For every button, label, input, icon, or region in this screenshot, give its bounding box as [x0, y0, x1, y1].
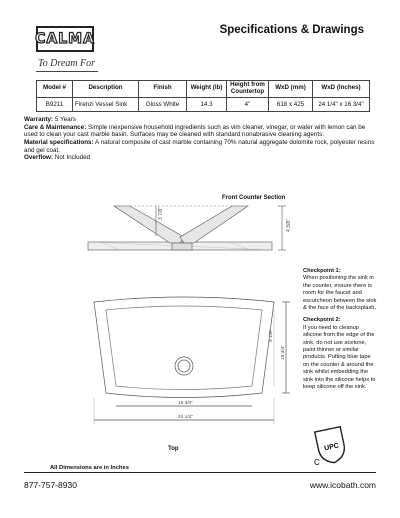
col-weight: Weight (lb) [187, 81, 227, 98]
front-section-view [88, 206, 286, 250]
upc-mark-text: UPC [323, 442, 340, 453]
brand-tagline: To Dream For [38, 58, 96, 69]
dim-outer-depth: 16 3/4" [281, 344, 286, 360]
material-label: Material specifications: [24, 139, 94, 147]
dimensions-note: All Dimensions are in Inches [50, 465, 129, 471]
checkpoint-2 [303, 317, 377, 391]
overflow-label: Overflow: [24, 154, 54, 162]
sink-wall-right [180, 206, 248, 243]
sink-wall-left [114, 206, 184, 243]
section-drawing-title: Front Counter Section [222, 195, 286, 201]
warranty-text: 5 Years [53, 116, 76, 123]
footer-phone: 877-757-8930 [24, 480, 77, 490]
section-dim-height: 4 3/8" [286, 219, 292, 232]
page-title: Specifications & Drawings [219, 24, 364, 36]
section-dim-side: 3 7/8" [158, 207, 164, 220]
checkpoint-1-title: Checkpoint 1: [303, 268, 341, 274]
col-finish: Finish [139, 81, 187, 98]
drain-section [172, 243, 192, 250]
overflow-text: Not Included [53, 154, 91, 162]
care-label: Care & Maintenance: [24, 123, 87, 131]
footer-divider [24, 472, 376, 473]
checkpoints-panel [303, 268, 377, 397]
logo-text: CALMA [35, 31, 95, 47]
checkpoint-1 [303, 268, 377, 312]
cell-height: 4" [227, 97, 269, 111]
dim-inner-width: 15 3/4" [178, 401, 194, 406]
dim-outer-width: 24 1/4" [178, 415, 194, 420]
cell-description: Firenzi Vessel Sink [73, 97, 139, 111]
c-label: C [314, 458, 320, 467]
warranty-label: Warranty: [24, 116, 54, 123]
col-height: Height from Countertop [227, 81, 269, 98]
dim-inner-depth: 9 1/8" [269, 329, 274, 342]
checkpoint-2-title: Checkpoint 2: [303, 317, 341, 324]
col-model: Model # [37, 81, 73, 98]
col-wxd-mm: WxD (mm) [269, 81, 313, 98]
upc-certification-mark [310, 425, 360, 467]
cell-wxd-inches: 24 1/4" x 16 3/4" [313, 97, 370, 111]
cell-model: B9211 [37, 97, 73, 111]
sink-outer-rim [94, 297, 274, 398]
footer-website: www.icobath.com [309, 480, 376, 490]
checkpoint-2-text: If you need to cleanup silicone from the edge of the sink, do not use acetone, paint thinner or similar products. Putting blue tape on the counter & around the sink whilst embedding the sink into the silicone helps to keep silicone off the sink. [303, 324, 376, 391]
col-wxd-inches: WxD (Inches) [313, 81, 370, 98]
cell-weight: 14.3 [187, 97, 227, 111]
cell-wxd-mm: 618 x 425 [269, 97, 313, 111]
care-text: Simple inexpensive household ingredients such as vim cleaner, vinegar, or water with lemon can be used to clean your cast marble basin. Surfaces may be cleaned with standard nonabrasive cleaning agents. [24, 123, 366, 139]
material-text: A natural composite of cast marble containing 70% natural aggregate dolomite rock, polyester resins and gel coat. [24, 139, 375, 154]
cell-finish: Gloss White [139, 97, 187, 111]
top-view-label: Top [168, 446, 179, 452]
checkpoint-1-text: When positioning the sink in the counter, ensure there is room for the faucet and escutcheon between the sink & the face of the backsplash. [303, 275, 377, 312]
col-description: Description [73, 81, 139, 98]
